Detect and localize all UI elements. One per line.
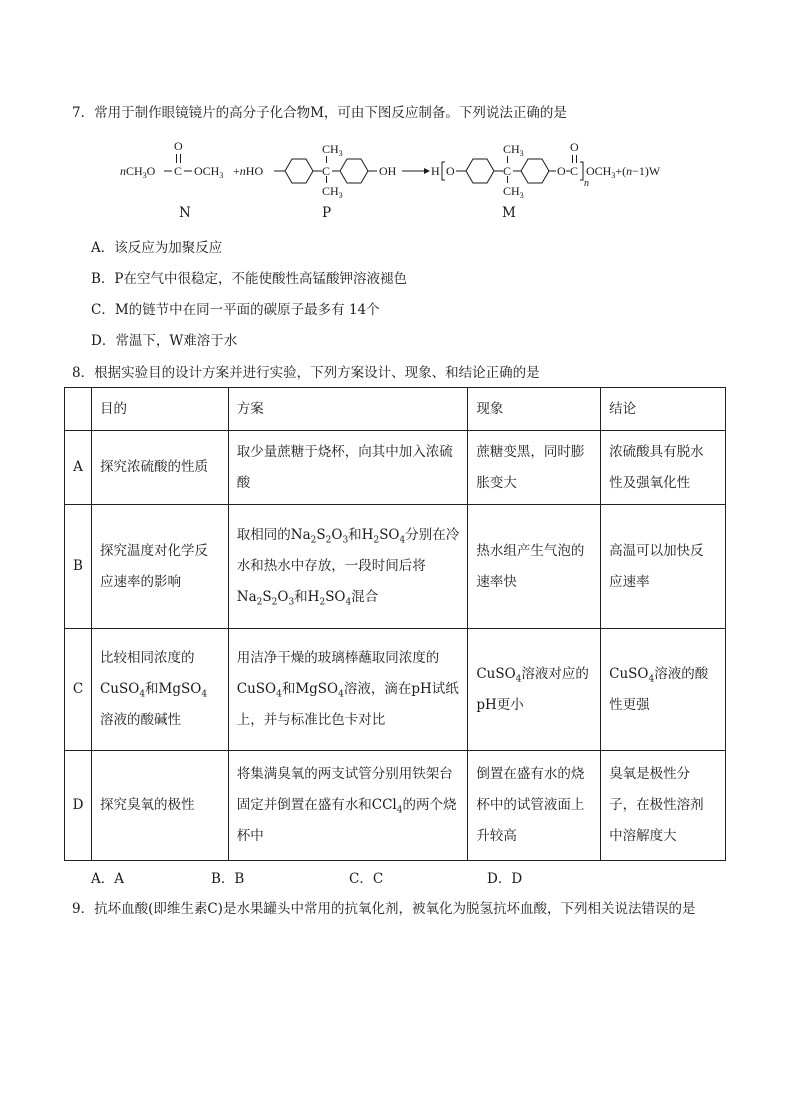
cell-purpose: 探究臭氧的极性 [91,751,228,861]
plan-text-2: 分别在冷水和热水中存放，一段时间后将 [236,527,460,574]
svg-text:C: C [570,164,579,178]
plan-text-3: 混合 [351,589,379,605]
cell-plan: 将集满臭氧的两支试管分别用铁架台固定并倒置在盛有水和CCl$_4$的两个烧杯中 [228,751,468,861]
question-8-stem: 8．根据实验目的设计方案并进行实验，下列方案设计、现象、和结论正确的是 [72,365,540,381]
answer-c: C．C [349,871,384,887]
plan-text-1: 将集满臭氧的两支试管分别用铁架台固定并倒置在盛有水和 [236,766,453,813]
header-conclusion: 结论 [601,388,726,431]
svg-text:nCH3O: nCH$_3$O [120,164,156,180]
svg-text:n: n [584,178,589,189]
header-id [65,388,92,431]
svg-text:CH3: $CH_3$ [503,142,524,158]
cell-purpose: 探究温度对化学反应速率的影响 [91,505,228,629]
table-header-row [65,388,726,431]
option-7a: A．该反应为加聚反应 [91,240,223,256]
table-row [65,751,726,861]
svg-text:C: C [174,164,183,178]
cell-phenomenon: CuSO$_4$溶液对应的pH更小 [468,629,601,751]
plan-text-2: 的两个烧杯中 [236,797,457,844]
cell-conclusion: 浓硫酸具有脱水性及强氧化性 [601,431,726,505]
svg-text:O: O [557,164,566,178]
conclusion-text: 溶液的酸性更强 [609,665,709,713]
reaction-scheme [0,136,790,236]
answer-d: D．D [487,871,523,887]
option-7b: B．P在空气中很稳定，不能使酸性高锰酸钾溶液褪色 [91,271,408,287]
svg-text:CH3: $CH_3$ [322,184,343,200]
svg-text:C: C [503,164,512,178]
plan-text-1: 取相同的 [236,527,291,543]
svg-text:OCH3: $OCH_3$ [194,164,224,180]
table-row [65,629,726,751]
cell-plan: 取相同的$Na_2S_2O_3$和$H_2SO_4$分别在冷水和热水中存放，一段时间后将 $Na_2S_2O_3$和$H_2SO_4$混合 [228,505,468,629]
phenomenon-text: 溶液对应的pH更小 [476,665,589,713]
option-7c: C．M的链节中在同一平面的碳原子最多有 14个 [91,302,380,318]
cell-purpose: 比较相同浓度的 CuSO$_4$和MgSO$_4$溶液的酸碱性 [91,629,228,751]
purpose-text-2: 溶液的酸碱性 [99,712,181,728]
cell-plan: 取少量蔗糖于烧杯，向其中加入浓硫酸 [228,431,468,505]
option-7d: D．常温下，W难溶于水 [91,333,238,349]
svg-text:OCH3+(n−1)W: $OCH_3+(n-1)W$ [586,164,661,180]
row-id: A [65,431,92,505]
svg-text:O: O [446,164,455,178]
header-purpose: 目的 [91,388,228,431]
label-p: P [322,205,332,221]
plan-text-2: 溶液，滴在pH试纸上，并与标准比色卡对比 [236,681,459,728]
cell-plan: 用洁净干燥的玻璃棒蘸取同浓度的 CuSO$_4$和MgSO$_4$溶液，滴在pH试纸上，并与标准比色卡对比 [228,629,468,751]
row-id: C [65,629,92,751]
svg-text:OH: OH [379,164,397,178]
svg-text:O: O [570,140,579,154]
cell-phenomenon: 蔗糖变黑，同时膨胀变大 [468,431,601,505]
svg-text:O: O [174,139,183,153]
cell-conclusion: 臭氧是极性分子，在极性溶剂中溶解度大 [601,751,726,861]
svg-text:C: C [322,164,331,178]
svg-text:H: H [431,164,440,178]
cell-phenomenon: 热水组产生气泡的速率快 [468,505,601,629]
purpose-text-1: 比较相同浓度的 [99,650,195,666]
question-9-stem: 9．抗坏血酸(即维生素C)是水果罐头中常用的抗氧化剂，被氧化为脱氢抗坏血酸，下列相关说法错误的是 [72,901,696,917]
cell-conclusion: 高温可以加快反应速率 [601,505,726,629]
header-plan: 方案 [228,388,468,431]
answer-b: B．B [211,871,245,887]
cell-phenomenon: 倒置在盛有水的烧杯中的试管液面上升较高 [468,751,601,861]
label-m: M [502,205,516,221]
experiment-table [64,387,726,861]
plan-text-1: 用洁净干燥的玻璃棒蘸取同浓度的 [236,650,440,666]
row-id: B [65,505,92,629]
answer-a: A．A [91,871,124,887]
table-row [65,505,726,629]
cell-purpose: 探究浓硫酸的性质 [91,431,228,505]
row-id: D [65,751,92,861]
cell-conclusion: CuSO$_4$溶液的酸性更强 [601,629,726,751]
header-phenomenon: 现象 [468,388,601,431]
svg-text:CH3: $CH_3$ [503,184,524,200]
svg-text:+nHO: +nHO [233,164,264,178]
label-n: N [179,205,191,221]
table-row [65,431,726,505]
svg-text:CH3: $CH_3$ [322,142,343,158]
question-7-stem: 7．常用于制作眼镜镜片的高分子化合物M，可由下图反应制备。下列说法正确的是 [72,105,567,121]
